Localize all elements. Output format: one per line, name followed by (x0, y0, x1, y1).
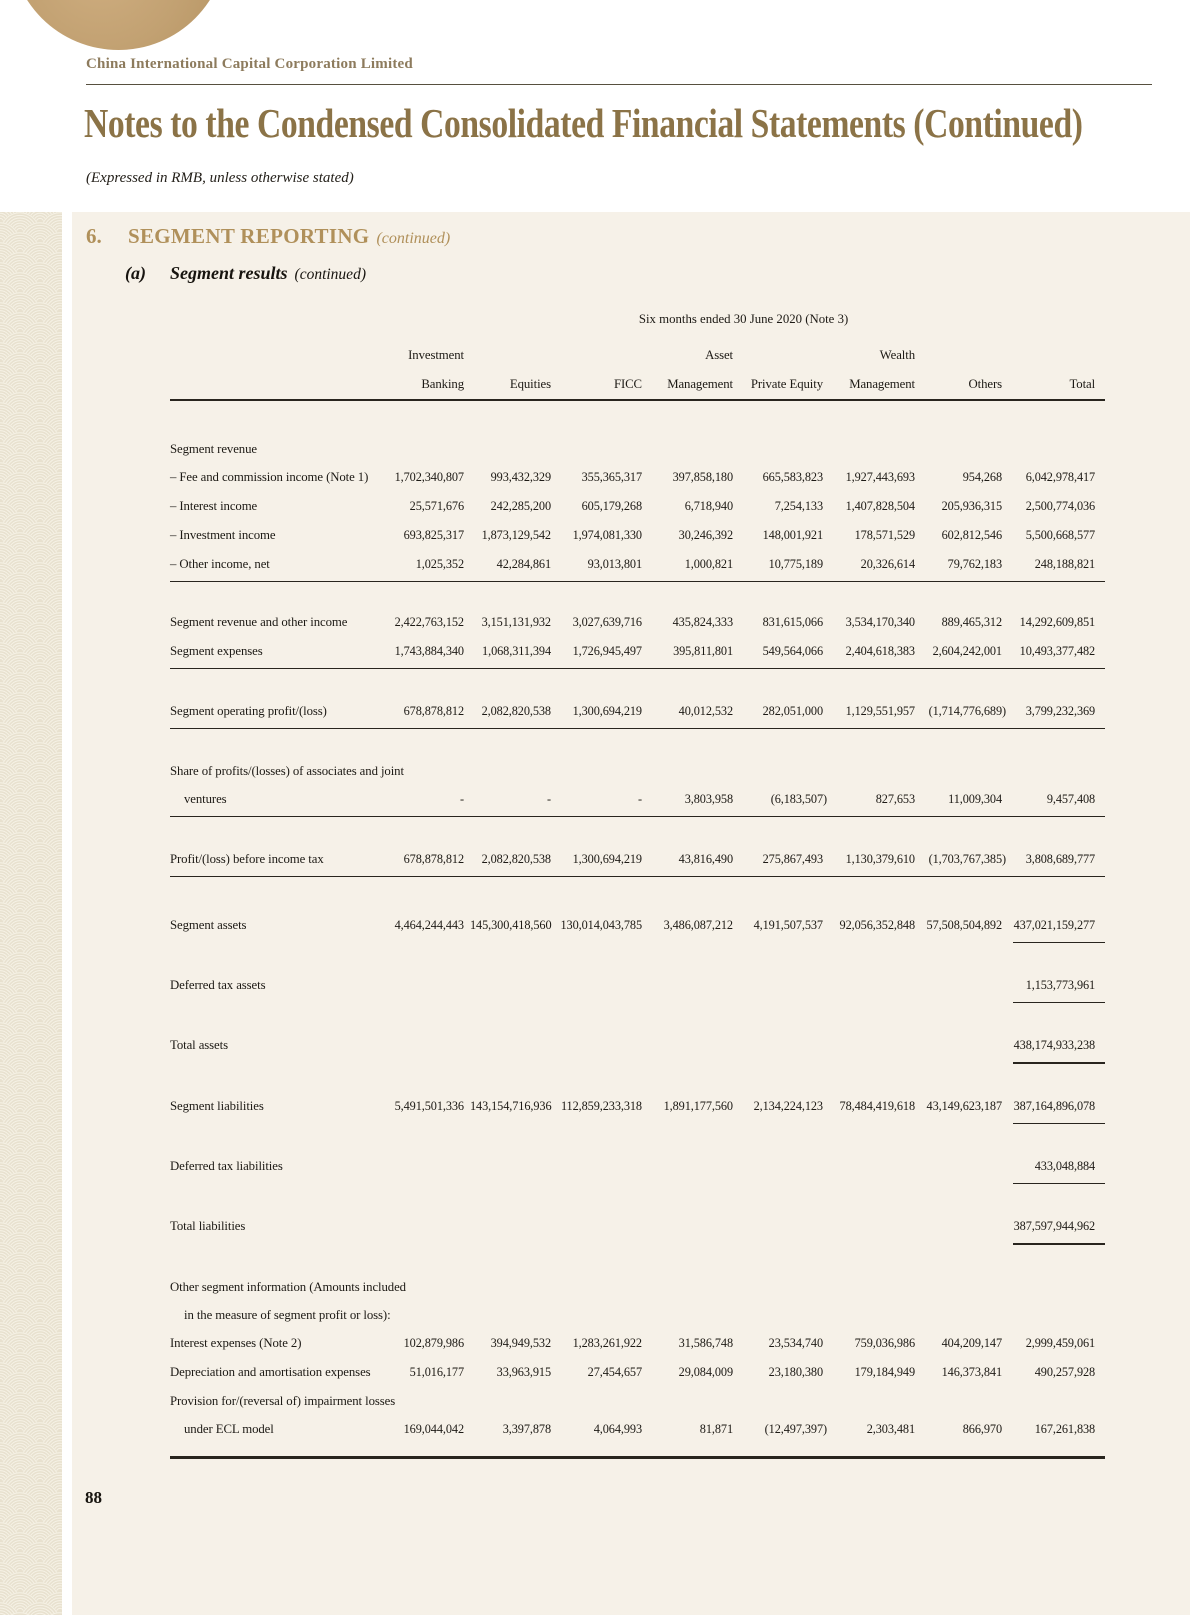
table-row (170, 785, 1105, 814)
table-cell (829, 1031, 921, 1060)
table-cell: 27,454,657 (587, 1365, 642, 1379)
table-header-row (170, 368, 1105, 397)
table-cell: 11,009,304 (948, 792, 1002, 806)
rule-line (170, 668, 1105, 669)
row-label: Segment revenue (170, 442, 257, 456)
table-row (170, 521, 1105, 550)
table-cell: 3,151,131,932 (481, 615, 551, 629)
table-rule (170, 1000, 1105, 1007)
table-cell: 2,134,224,123 (753, 1099, 823, 1113)
table-rule (170, 397, 1105, 405)
table-cell: 4,191,507,537 (753, 918, 823, 932)
table-cell: 102,879,986 (403, 1336, 464, 1350)
page-title: Notes to the Condensed Consolidated Financial Statements (Continued) (84, 100, 1083, 146)
table-rule (170, 726, 1105, 733)
table-cell: 678,878,812 (403, 704, 464, 718)
table-row (170, 1387, 1105, 1415)
table-cell: 759,036,986 (854, 1336, 915, 1350)
table-cell (648, 971, 739, 1000)
table-rule (170, 874, 1105, 881)
segment-table-body (170, 300, 1105, 1463)
row-label: Total liabilities (170, 1219, 246, 1233)
table-gap (170, 586, 1105, 608)
table-cell (739, 339, 829, 368)
table-cell: 248,188,821 (1034, 557, 1096, 571)
row-label: Deferred tax assets (170, 978, 266, 992)
table-cell: 23,180,380 (768, 1365, 823, 1379)
section-number: 6. (86, 224, 102, 248)
row-label: Depreciation and amortisation expenses (170, 1365, 371, 1379)
table-cell (170, 666, 1105, 673)
row-label: Deferred tax liabilities (170, 1159, 283, 1173)
rule-line (170, 581, 1105, 582)
table-cell: 678,878,812 (403, 852, 464, 866)
table-gap (170, 1068, 1105, 1092)
table-cell (739, 971, 829, 1000)
table-cell (170, 397, 1105, 405)
table-gap (170, 405, 1105, 435)
table-cell: 438,174,933,238 (1013, 1038, 1096, 1052)
table-row (170, 608, 1105, 637)
table-cell: 167,261,838 (1034, 1422, 1096, 1436)
table-cell: 57,508,504,892 (926, 918, 1002, 932)
table-cell: 1,974,081,330 (572, 528, 642, 542)
table-cell: 78,484,419,618 (839, 1099, 915, 1113)
row-label: – Interest income (170, 499, 258, 513)
table-cell: 282,051,000 (762, 704, 823, 718)
section-heading (86, 224, 450, 249)
table-cell: 2,604,242,001 (932, 644, 1002, 658)
table-cell: 146,373,841 (941, 1365, 1002, 1379)
table-cell: 1,300,694,219 (572, 852, 642, 866)
table-cell: 143,154,716,936 (470, 1099, 552, 1113)
row-label: ventures (184, 792, 227, 806)
table-rule (170, 1241, 1105, 1249)
rule-line (1013, 1123, 1105, 1124)
table-cell (170, 881, 1105, 911)
table-cell: 20,326,614 (860, 557, 915, 571)
table-cell (829, 1212, 921, 1241)
left-pattern (0, 212, 62, 1615)
table-cell: 1,891,177,560 (663, 1099, 733, 1113)
row-label: Interest expenses (Note 2) (170, 1336, 302, 1350)
table-cell (170, 874, 1105, 881)
expressed-note: (Expressed in RMB, unless otherwise stated) (86, 170, 354, 186)
table-cell (470, 1031, 557, 1060)
table-cell: 4,464,244,443 (394, 918, 464, 932)
table-row (170, 1301, 1105, 1329)
table-gap (170, 947, 1105, 971)
section-title: SEGMENT REPORTING (128, 224, 370, 248)
table-cell (470, 1212, 557, 1241)
wave-pattern (0, 212, 62, 1615)
table-cell: 169,044,042 (403, 1422, 464, 1436)
row-label: in the measure of segment profit or loss): (184, 1308, 391, 1322)
table-cell: 395,811,801 (673, 644, 733, 658)
table-cell: Management (667, 377, 733, 391)
table-row (170, 1152, 1105, 1181)
table-cell (170, 1454, 1105, 1463)
subsection-title: Segment results (170, 263, 288, 283)
table-cell: 602,812,546 (941, 528, 1002, 542)
table-cell: 1,283,261,922 (572, 1336, 642, 1350)
row-label: Provision for/(reversal of) impairment losses (170, 1394, 396, 1408)
table-cell (382, 971, 470, 1000)
table-cell: 6,718,940 (684, 499, 733, 513)
table-cell (170, 940, 1105, 947)
table-cell: 5,500,668,577 (1025, 528, 1096, 542)
row-label: Total assets (170, 1038, 228, 1052)
page-number: 88 (85, 1488, 102, 1507)
table-rule (170, 1121, 1105, 1128)
table-cell (170, 1121, 1105, 1128)
table-cell: 437,021,159,277 (1013, 918, 1096, 932)
table-row (170, 1031, 1105, 1060)
row-label: – Fee and commission income (Note 1) (170, 470, 369, 484)
subsection-letter: (a) (125, 263, 146, 283)
table-cell: 10,775,189 (768, 557, 823, 571)
table-cell: 79,762,183 (947, 557, 1002, 571)
table-gap (170, 673, 1105, 697)
table-cell: 242,285,200 (490, 499, 551, 513)
table-cell: 6,042,978,417 (1025, 470, 1096, 484)
table-cell: Total (1069, 377, 1096, 391)
table-cell (170, 1249, 1105, 1273)
table-rule (170, 579, 1105, 586)
table-cell (170, 821, 1105, 845)
table-cell: 43,149,623,187 (926, 1099, 1002, 1113)
table-cell (170, 947, 1105, 971)
row-label: Segment liabilities (170, 1099, 264, 1113)
table-row (170, 637, 1105, 666)
table-cell: 2,082,820,538 (481, 852, 551, 866)
table-header-row (170, 339, 1105, 368)
row-label: Segment assets (170, 918, 247, 932)
rule-line (1013, 1062, 1105, 1064)
table-row (170, 1273, 1105, 1301)
table-cell: 5,491,501,336 (394, 1099, 464, 1113)
table-cell (170, 673, 1105, 697)
table-cell (170, 586, 1105, 608)
table-cell (170, 726, 1105, 733)
table-cell: 3,534,170,340 (845, 615, 915, 629)
table-cell: 2,422,763,152 (394, 615, 464, 629)
table-cell: 1,407,828,504 (845, 499, 915, 513)
table-cell: - (638, 792, 642, 806)
rule-line (170, 728, 1105, 729)
table-cell: (1,714,776,689) (928, 704, 1006, 718)
table-cell: 29,084,009 (678, 1365, 733, 1379)
row-label: Segment operating profit/(loss) (170, 704, 327, 718)
table-cell: 435,824,333 (672, 615, 733, 629)
table-cell (170, 1060, 1105, 1068)
table-cell: 2,404,618,383 (845, 644, 915, 658)
table-cell: 2,082,820,538 (481, 704, 551, 718)
table-cell (170, 405, 1105, 435)
table-cell: 387,597,944,962 (1013, 1219, 1096, 1233)
table-cell: 433,048,884 (1034, 1159, 1096, 1173)
table-cell: 9,457,408 (1046, 792, 1096, 806)
table-cell: 7,254,133 (774, 499, 823, 513)
table-cell: 1,129,551,957 (845, 704, 915, 718)
table-gap (170, 1128, 1105, 1152)
table-row (170, 492, 1105, 521)
table-cell: (1,703,767,385) (928, 852, 1006, 866)
table-row (170, 757, 1105, 785)
table-cell: 889,465,312 (941, 615, 1002, 629)
table-cell: 866,970 (962, 1422, 1002, 1436)
table-cell: Others (968, 377, 1002, 391)
subsection-continued: (continued) (294, 266, 366, 283)
table-cell: 397,858,180 (672, 470, 733, 484)
table-cell (921, 1212, 1008, 1241)
table-cell: 4,064,993 (593, 1422, 642, 1436)
table-cell: 43,816,490 (678, 852, 733, 866)
table-cell: 827,653 (875, 792, 915, 806)
row-label: Profit/(loss) before income tax (170, 852, 324, 866)
table-cell: 130,014,043,785 (560, 918, 642, 932)
table-cell: 355,365,317 (581, 470, 642, 484)
rule-line (1013, 1183, 1105, 1184)
rule-line (170, 399, 1105, 401)
table-cell (170, 329, 1105, 339)
table-row (170, 1415, 1105, 1444)
table-cell: Banking (421, 377, 464, 391)
row-label: under ECL model (184, 1422, 274, 1436)
table-cell (170, 1068, 1105, 1092)
table-cell: 33,963,915 (496, 1365, 551, 1379)
table-cell: 387,164,896,078 (1013, 1099, 1096, 1113)
table-cell: 178,571,529 (854, 528, 915, 542)
table-cell: 1,153,773,961 (1025, 978, 1096, 992)
table-cell: 81,871 (699, 1422, 733, 1436)
table-cell: 31,586,748 (678, 1336, 733, 1350)
table-cell: 14,292,609,851 (1019, 615, 1096, 629)
table-row (170, 911, 1105, 940)
table-cell: 1,927,443,693 (845, 470, 915, 484)
table-rule (170, 666, 1105, 673)
table-cell: 2,303,481 (866, 1422, 915, 1436)
table-cell: (6,183,507) (770, 792, 827, 806)
table-cell (921, 1031, 1008, 1060)
table-cell (648, 1152, 739, 1181)
table-cell: 40,012,532 (678, 704, 733, 718)
table-cell: Equities (509, 377, 551, 391)
table-cell: 1,025,352 (415, 557, 464, 571)
table-cell: 1,068,311,394 (482, 644, 551, 658)
table-cell: - (460, 792, 464, 806)
table-cell (557, 1212, 648, 1241)
table-gap (170, 733, 1105, 757)
table-cell: 92,056,352,848 (839, 918, 915, 932)
table-cell: 1,873,129,542 (481, 528, 551, 542)
table-cell: Wealth (879, 348, 915, 362)
table-row (170, 1329, 1105, 1358)
table-cell (557, 971, 648, 1000)
table-cell: 1,702,340,807 (394, 470, 464, 484)
table-cell: 30,246,392 (678, 528, 733, 542)
table-gap (170, 1188, 1105, 1212)
table-row (170, 1092, 1105, 1121)
table-cell (382, 1031, 470, 1060)
table-cell: 51,016,177 (409, 1365, 464, 1379)
segment-table-wrap (170, 300, 1105, 1463)
table-rule (170, 1060, 1105, 1068)
table-cell (648, 1031, 739, 1060)
table-rule (170, 1454, 1105, 1463)
table-cell (648, 1212, 739, 1241)
row-label: – Other income, net (170, 557, 270, 571)
table-row (170, 971, 1105, 1000)
table-gap (170, 1444, 1105, 1454)
table-rule (170, 1181, 1105, 1188)
table-cell: 3,397,878 (502, 1422, 551, 1436)
table-cell (170, 579, 1105, 586)
table-cell (382, 1212, 470, 1241)
row-label: Share of profits/(losses) of associates and joint (170, 764, 404, 778)
table-gap (170, 881, 1105, 911)
rule-line (170, 876, 1105, 877)
row-label (170, 300, 382, 329)
table-cell (170, 1241, 1105, 1249)
table-rule (170, 940, 1105, 947)
row-label (170, 368, 382, 397)
table-period-row (170, 300, 1105, 329)
table-cell: 605,179,268 (581, 499, 642, 513)
table-cell: 1,726,945,497 (572, 644, 642, 658)
table-cell: 205,936,315 (941, 499, 1002, 513)
table-cell: (12,497,397) (764, 1422, 827, 1436)
table-cell (470, 339, 557, 368)
table-cell (470, 971, 557, 1000)
table-cell: FICC (613, 377, 642, 391)
table-cell (170, 1000, 1105, 1007)
row-label: Segment revenue and other income (170, 615, 348, 629)
table-rule (170, 814, 1105, 821)
table-cell: 665,583,823 (762, 470, 823, 484)
header-divider (86, 84, 1152, 85)
table-cell: - (547, 792, 551, 806)
table-cell: Management (849, 377, 915, 391)
section-continued: (continued) (376, 230, 451, 247)
rule-line (170, 816, 1105, 817)
table-cell: 394,949,532 (490, 1336, 551, 1350)
table-cell (557, 1152, 648, 1181)
rule-line (1013, 1243, 1105, 1245)
company-name: China International Capital Corporation Limited (86, 56, 413, 72)
table-cell (921, 1152, 1008, 1181)
table-cell: 1,000,821 (684, 557, 733, 571)
table-cell: 3,799,232,369 (1025, 704, 1096, 718)
table-cell: 179,184,949 (854, 1365, 915, 1379)
table-cell: 404,209,147 (941, 1336, 1002, 1350)
row-label: – Investment income (170, 528, 276, 542)
table-cell: 693,825,317 (403, 528, 464, 542)
table-cell: Investment (408, 348, 464, 362)
table-cell (739, 1031, 829, 1060)
row-label: Segment expenses (170, 644, 263, 658)
table-cell: 1,743,884,340 (394, 644, 464, 658)
table-cell (739, 1152, 829, 1181)
table-cell: 1,130,379,610 (845, 852, 915, 866)
table-gap (170, 1249, 1105, 1273)
table-gap (170, 329, 1105, 339)
table-gap (170, 1007, 1105, 1031)
table-cell (170, 1444, 1105, 1454)
table-cell: 490,257,928 (1034, 1365, 1096, 1379)
segment-table (170, 300, 1105, 1463)
rule-line (1013, 942, 1105, 943)
table-cell: 831,615,066 (762, 615, 823, 629)
table-cell: 3,486,087,212 (663, 918, 733, 932)
table-cell (739, 1212, 829, 1241)
table-cell (170, 1007, 1105, 1031)
table-gap (170, 821, 1105, 845)
table-row (170, 435, 1105, 463)
logo-circle (10, 0, 227, 50)
table-cell: 3,803,958 (684, 792, 733, 806)
table-row (170, 550, 1105, 579)
row-label (170, 339, 382, 368)
table-cell (170, 1181, 1105, 1188)
table-cell: 2,999,459,061 (1025, 1336, 1096, 1350)
table-cell: 112,859,233,318 (560, 1099, 642, 1113)
table-cell: 954,268 (962, 470, 1002, 484)
table-cell (170, 733, 1105, 757)
table-row (170, 1358, 1105, 1387)
table-cell (557, 339, 648, 368)
table-cell: 2,500,774,036 (1025, 499, 1096, 513)
table-cell: 148,001,921 (762, 528, 823, 542)
table-cell (921, 339, 1008, 368)
table-cell: Six months ended 30 June 2020 (Note 3) (638, 312, 849, 326)
table-cell (1008, 339, 1105, 368)
table-cell: 145,300,418,560 (470, 918, 552, 932)
table-cell: 25,571,676 (409, 499, 464, 513)
table-cell (170, 1188, 1105, 1212)
table-cell: 23,534,740 (768, 1336, 823, 1350)
table-cell: Asset (705, 348, 733, 362)
rule-line (170, 1456, 1105, 1459)
table-cell: 549,564,066 (762, 644, 823, 658)
table-cell (470, 1152, 557, 1181)
table-row (170, 697, 1105, 726)
table-cell: 1,300,694,219 (572, 704, 642, 718)
table-cell (382, 1152, 470, 1181)
table-cell (170, 1128, 1105, 1152)
table-cell (557, 1031, 648, 1060)
table-cell (829, 971, 921, 1000)
table-cell: 10,493,377,482 (1019, 644, 1096, 658)
table-cell: 3,808,689,777 (1025, 852, 1096, 866)
table-cell: 3,027,639,716 (572, 615, 642, 629)
table-cell (170, 814, 1105, 821)
table-row (170, 1212, 1105, 1241)
table-cell (829, 1152, 921, 1181)
table-cell (921, 971, 1008, 1000)
table-cell: 275,867,493 (762, 852, 823, 866)
table-row (170, 463, 1105, 492)
subsection-heading (125, 263, 366, 284)
table-cell: 42,284,861 (496, 557, 551, 571)
table-row (170, 845, 1105, 874)
table-cell: 993,432,329 (490, 470, 551, 484)
table-cell: Private Equity (750, 377, 823, 391)
rule-line (1013, 1002, 1105, 1003)
row-label: Other segment information (Amounts included (170, 1280, 406, 1294)
table-cell: 93,013,801 (587, 557, 642, 571)
